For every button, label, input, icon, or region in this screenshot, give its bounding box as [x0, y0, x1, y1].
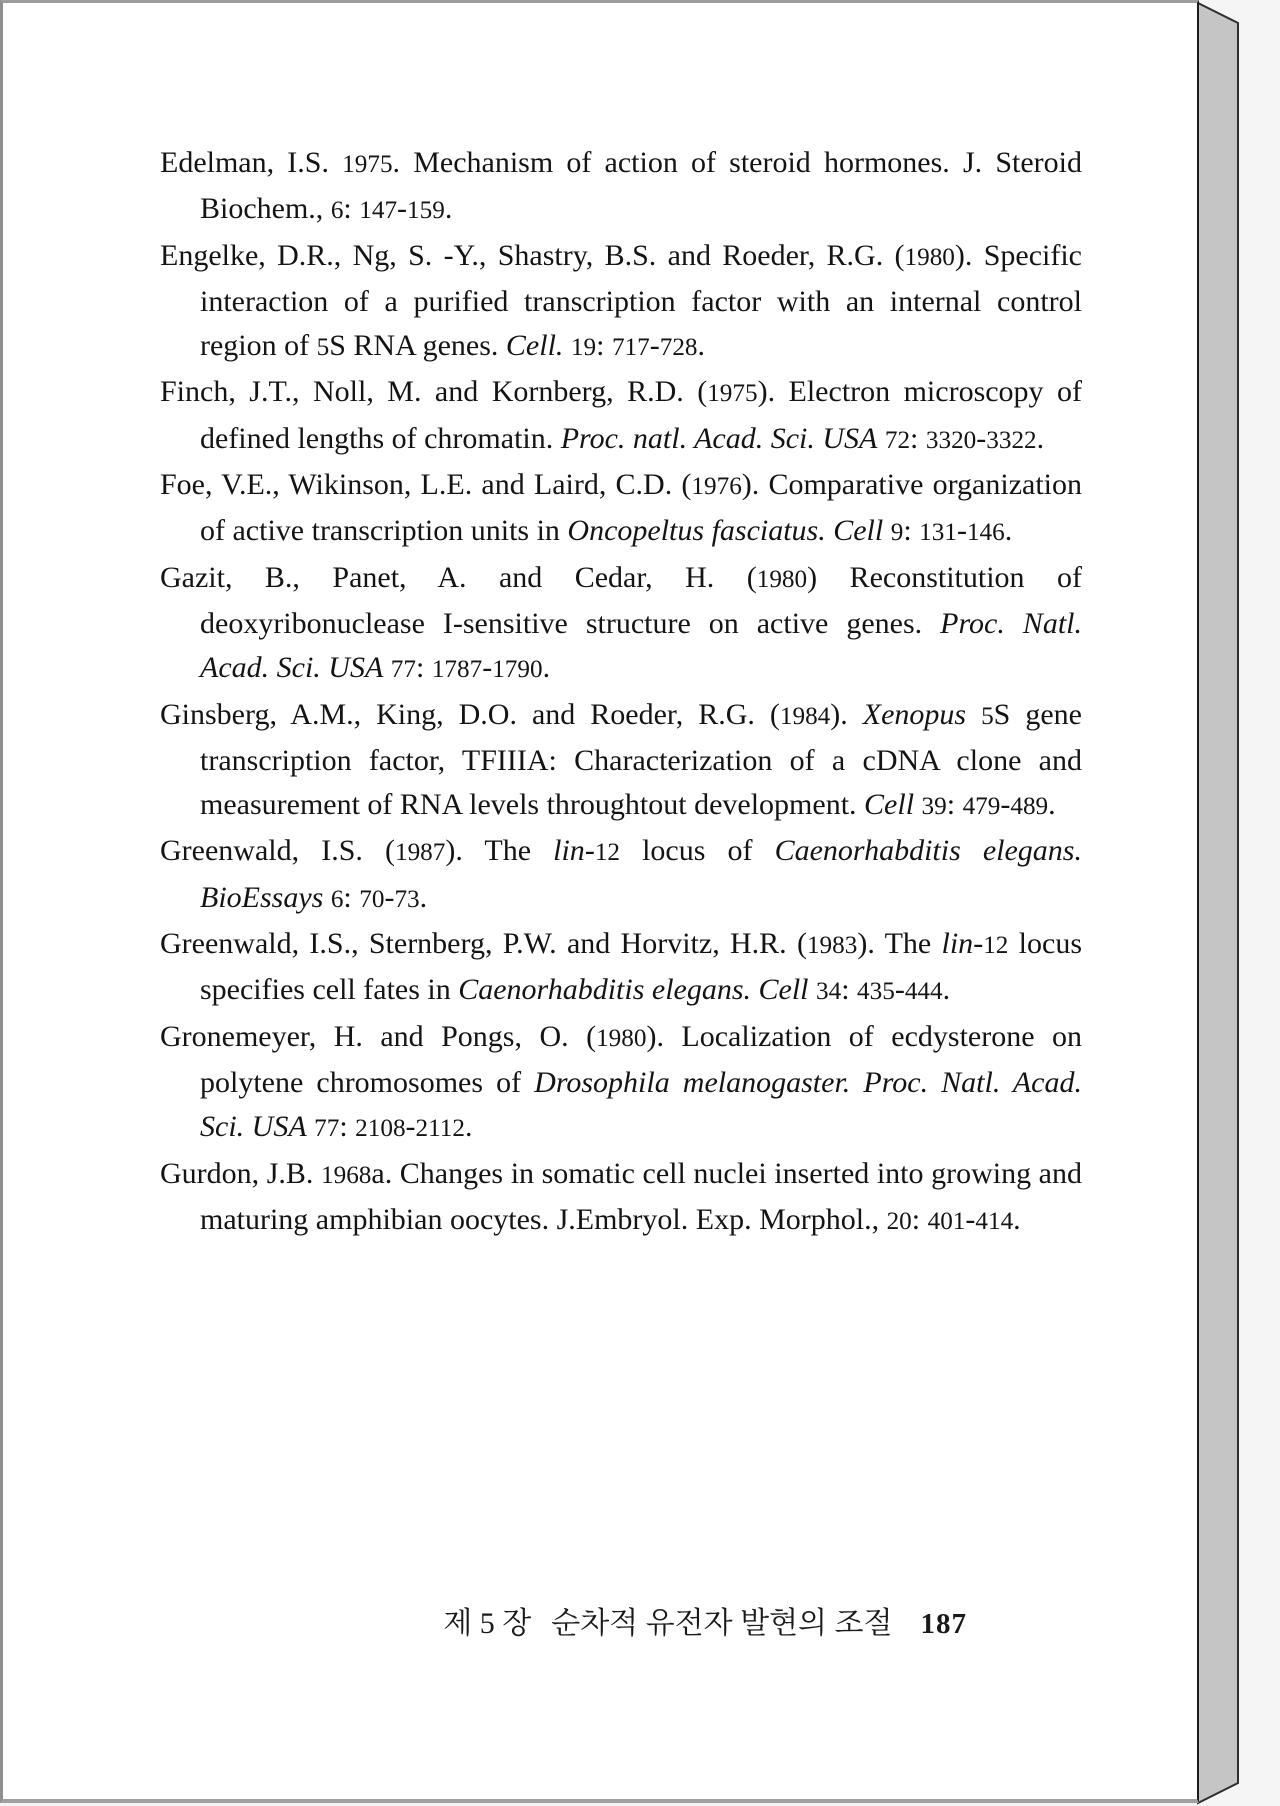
reference-segment-italic: lin	[941, 927, 974, 961]
reference-segment: 19: 717-728.	[570, 329, 706, 363]
numeral: 146	[966, 519, 1005, 547]
reference-segment-italic: Proc. Natl. Acad. Sci. USA	[200, 606, 1082, 685]
numeral: 6	[330, 885, 344, 913]
numeral: 2112	[415, 1115, 465, 1143]
reference-segment: Foe, V.E., Wikinson, L.E. and Laird, C.D. (1976). Comparative organization of active transcription units in	[160, 468, 1082, 548]
page-footer	[3, 1603, 967, 1645]
numeral: 6	[330, 197, 344, 225]
numeral: 1975	[707, 380, 758, 408]
numeral: 3322	[986, 426, 1037, 454]
numeral: 1983	[806, 932, 858, 960]
numeral: 401	[927, 1207, 966, 1235]
reference-entry	[160, 693, 1082, 830]
page-number: 187	[920, 1608, 967, 1640]
reference-segment-italic: lin	[553, 834, 585, 868]
numeral: 1980	[756, 565, 808, 593]
chapter-title: 순차적 유전자 발현의 조절	[551, 1607, 893, 1640]
reference-segment: Finch, J.T., Noll, M. and Kornberg, R.D. (1975). Electron microscopy of defined lengths of chromatin.	[160, 375, 1082, 455]
numeral: 147	[359, 197, 398, 225]
reference-segment: Gurdon, J.B. 1968a. Changes in somatic cell nuclei inserted into growing and maturing amphibian oocytes. J.Embryol. Exp. Morphol., 20: 401-414.	[160, 1156, 1082, 1236]
numeral: 1976	[691, 473, 742, 501]
numeral: 414	[975, 1207, 1014, 1235]
numeral: 39	[921, 793, 947, 821]
numeral: 489	[1010, 793, 1049, 821]
numeral: 131	[919, 519, 957, 547]
numeral: 12	[594, 839, 620, 867]
reference-segment-italic: Oncopeltus fasciatus.	[567, 514, 826, 548]
reference-segment: 72: 3320-3322.	[884, 421, 1045, 455]
numeral: 1980	[904, 243, 955, 271]
numeral: 34	[816, 978, 842, 1006]
reference-segment: Greenwald, I.S. (1987). The	[160, 834, 554, 868]
reference-segment: -12 locus of	[584, 834, 775, 868]
numeral: 1790	[492, 656, 543, 684]
reference-segment-italic: BioEssays	[200, 880, 324, 914]
chapter-label: 제 5 장	[443, 1607, 532, 1640]
reference-segment-italic: Cell	[864, 788, 915, 822]
reference-entry	[160, 922, 1082, 1015]
reference-segment-italic: Caenorhabditis elegans.	[458, 973, 752, 1007]
numeral: 479	[962, 793, 1001, 821]
reference-segment: 9: 131-146.	[890, 514, 1013, 548]
reference-segment: 39: 479-489.	[921, 788, 1056, 822]
numeral: 5	[981, 702, 994, 730]
numeral: 77	[390, 656, 416, 684]
numeral: 73	[394, 885, 420, 913]
numeral: 5	[316, 334, 330, 362]
reference-segment-italic: Caenorhabditis elegans.	[774, 834, 1082, 868]
book-page-edge	[1197, 0, 1247, 1806]
reference-segment: 77: 1787-1790.	[390, 651, 551, 685]
reference-segment	[751, 973, 759, 1006]
reference-entry	[160, 1015, 1082, 1152]
numeral: 1987	[394, 839, 446, 867]
reference-segment-italic: Cell	[833, 514, 884, 548]
reference-entry	[160, 829, 1082, 922]
numeral: 444	[904, 978, 943, 1006]
numeral: 72	[884, 426, 911, 454]
reference-segment: -12 locus specifies cell fates in	[200, 927, 1082, 1007]
reference-segment: 34: 435-444.	[816, 973, 951, 1007]
numeral: 70	[359, 885, 385, 913]
reference-entry	[160, 463, 1082, 556]
numeral: 717	[611, 334, 650, 362]
numeral: 19	[570, 334, 597, 362]
reference-segment: 6: 70-73.	[330, 880, 428, 914]
numeral: 1975	[342, 151, 393, 178]
reference-segment-italic: Cell	[758, 973, 809, 1007]
numeral: 12	[983, 932, 1009, 960]
numeral: 20	[886, 1207, 912, 1235]
reference-segment: Gazit, B., Panet, A. and Cedar, H. (1980) Reconstitution of deoxyribonuclease I-sensitive structure on active genes.	[160, 560, 1082, 640]
reference-entry	[160, 1152, 1082, 1245]
numeral: 9	[890, 519, 904, 547]
numeral: 435	[857, 978, 895, 1006]
numeral: 1968	[321, 1161, 372, 1189]
reference-segment-italic: Cell.	[505, 329, 564, 363]
reference-segment-italic: Drosophila melanogaster.	[534, 1065, 851, 1099]
numeral: 1984	[779, 702, 831, 730]
numeral: 1787	[431, 656, 483, 684]
numeral: 728	[659, 334, 698, 362]
reference-entry	[160, 370, 1082, 463]
reference-segment	[850, 1066, 863, 1099]
numeral: 1980	[596, 1024, 647, 1052]
reference-segment-italic: Proc. natl. Acad. Sci. USA	[560, 421, 878, 455]
reference-segment-italic: Xenopus	[862, 697, 967, 731]
reference-entry	[160, 234, 1082, 371]
reference-segment: 5S gene transcription factor, TFIIIA: Characterization of a cDNA clone and measurement of RNA levels throughtout development.	[200, 697, 1082, 822]
page-stack-polygon	[1198, 3, 1238, 1803]
numeral: 2108	[355, 1115, 406, 1143]
numeral: 159	[407, 197, 445, 225]
numeral: 3320	[925, 426, 977, 454]
reference-entry	[160, 556, 1082, 693]
references-list	[160, 141, 1082, 1244]
reference-segment: 77: 2108-2112.	[314, 1110, 473, 1144]
reference-entry	[160, 141, 1082, 234]
reference-segment: Ginsberg, A.M., King, D.O. and Roeder, R.G. (1984).	[160, 697, 863, 731]
reference-segment: Greenwald, I.S., Sternberg, P.W. and Horvitz, H.R. (1983). The	[160, 927, 942, 961]
reference-segment-italic: Proc. Natl. Acad. Sci. USA	[200, 1065, 1083, 1144]
reference-segment: Engelke, D.R., Ng, S. -Y., Shastry, B.S. and Roeder, R.G. (1980). Specific interaction of a purified transcription factor with an internal control region of 5S RNA genes.	[160, 238, 1082, 363]
reference-segment: Gronemeyer, H. and Pongs, O. (1980). Localization of ecdysterone on polytene chromosomes of	[160, 1019, 1082, 1099]
numeral: 77	[314, 1115, 340, 1143]
reference-segment: Edelman, I.S. 1975. Mechanism of action of steroid hormones. J. Steroid Biochem., 6: 147-159.	[160, 146, 1082, 226]
